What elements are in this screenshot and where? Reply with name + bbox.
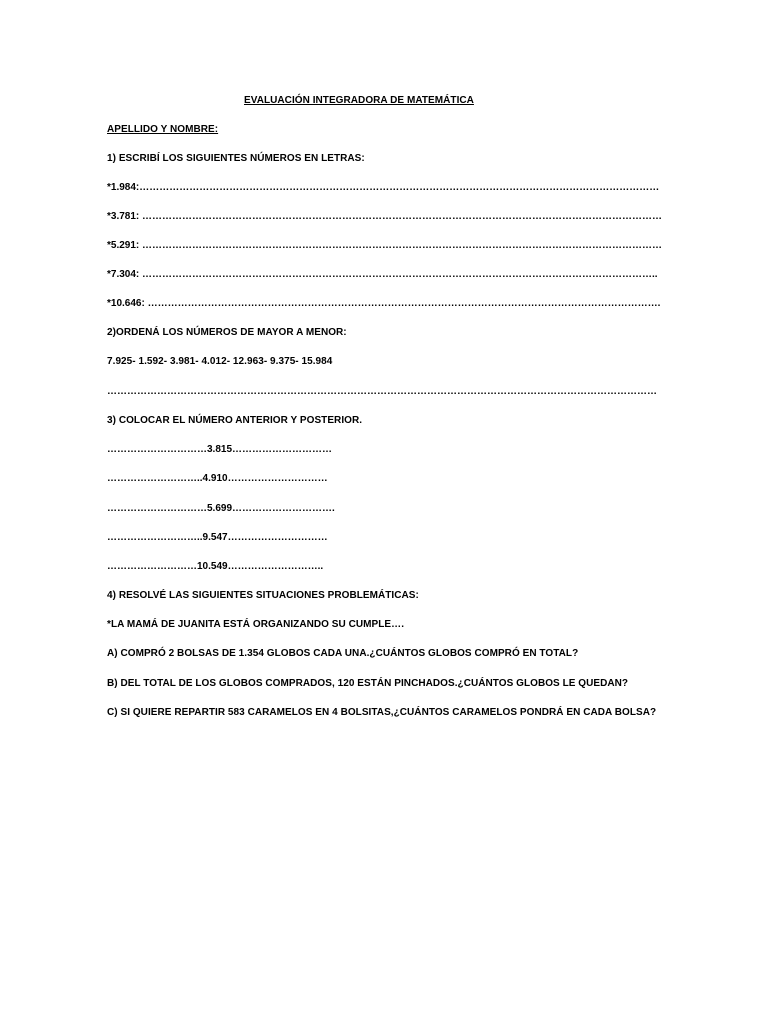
question-1-heading: 1) ESCRIBÍ LOS SIGUIENTES NÚMEROS EN LETRAS: xyxy=(107,153,365,164)
question-2-heading: 2)ORDENÁ LOS NÚMEROS DE MAYOR A MENOR: xyxy=(107,327,347,338)
question-1-item: *1.984:………………………………………………………………………………………………………………………………………… xyxy=(107,182,660,193)
question-3-item: …………………………3.815………………………… xyxy=(107,444,333,455)
question-2-numbers: 7.925- 1.592- 3.981- 4.012- 12.963- 9.375- 15.984 xyxy=(107,356,333,367)
question-4-intro: *LA MAMÁ DE JUANITA ESTÁ ORGANIZANDO SU CUMPLE…. xyxy=(107,619,405,630)
question-4-heading: 4) RESOLVÉ LAS SIGUIENTES SITUACIONES PROBLEMÁTICAS: xyxy=(107,590,419,601)
question-1-item: *7.304: ……………………………………………………………………………………………………………………………………….. xyxy=(107,269,658,280)
question-2-answer-line: ………………………………………………………………………………………………………………………………………………… xyxy=(107,386,657,397)
question-1-item: *10.646: ………………………………………………………………………………………………………………………………………. xyxy=(107,298,661,309)
question-4-part-a: A) COMPRÓ 2 BOLSAS DE 1.354 GLOBOS CADA UNA.¿CUÁNTOS GLOBOS COMPRÓ EN TOTAL? xyxy=(107,648,579,659)
page-title: EVALUACIÓN INTEGRADORA DE MATEMÁTICA xyxy=(244,95,474,106)
question-3-item: …………………………5.699…………………………. xyxy=(107,503,335,514)
question-1-item: *3.781: ………………………………………………………………………………………………………………………………………… xyxy=(107,211,663,222)
question-4-part-c: C) SI QUIERE REPARTIR 583 CARAMELOS EN 4 BOLSITAS,¿CUÁNTOS CARAMELOS PONDRÁ EN CADA BOLSA? xyxy=(107,707,657,718)
question-1-item: *5.291: ………………………………………………………………………………………………………………………………………… xyxy=(107,240,663,251)
question-4-part-b: B) DEL TOTAL DE LOS GLOBOS COMPRADOS, 120 ESTÁN PINCHADOS.¿CUÁNTOS GLOBOS LE QUEDAN? xyxy=(107,678,629,689)
question-3-item: ………………………10.549……………………….. xyxy=(107,561,324,572)
name-label: APELLIDO Y NOMBRE: xyxy=(107,124,219,135)
question-3-item: ………………………..4.910………………………… xyxy=(107,473,328,484)
question-3-heading: 3) COLOCAR EL NÚMERO ANTERIOR Y POSTERIOR. xyxy=(107,415,363,426)
question-3-item: ………………………..9.547………………………… xyxy=(107,532,328,543)
